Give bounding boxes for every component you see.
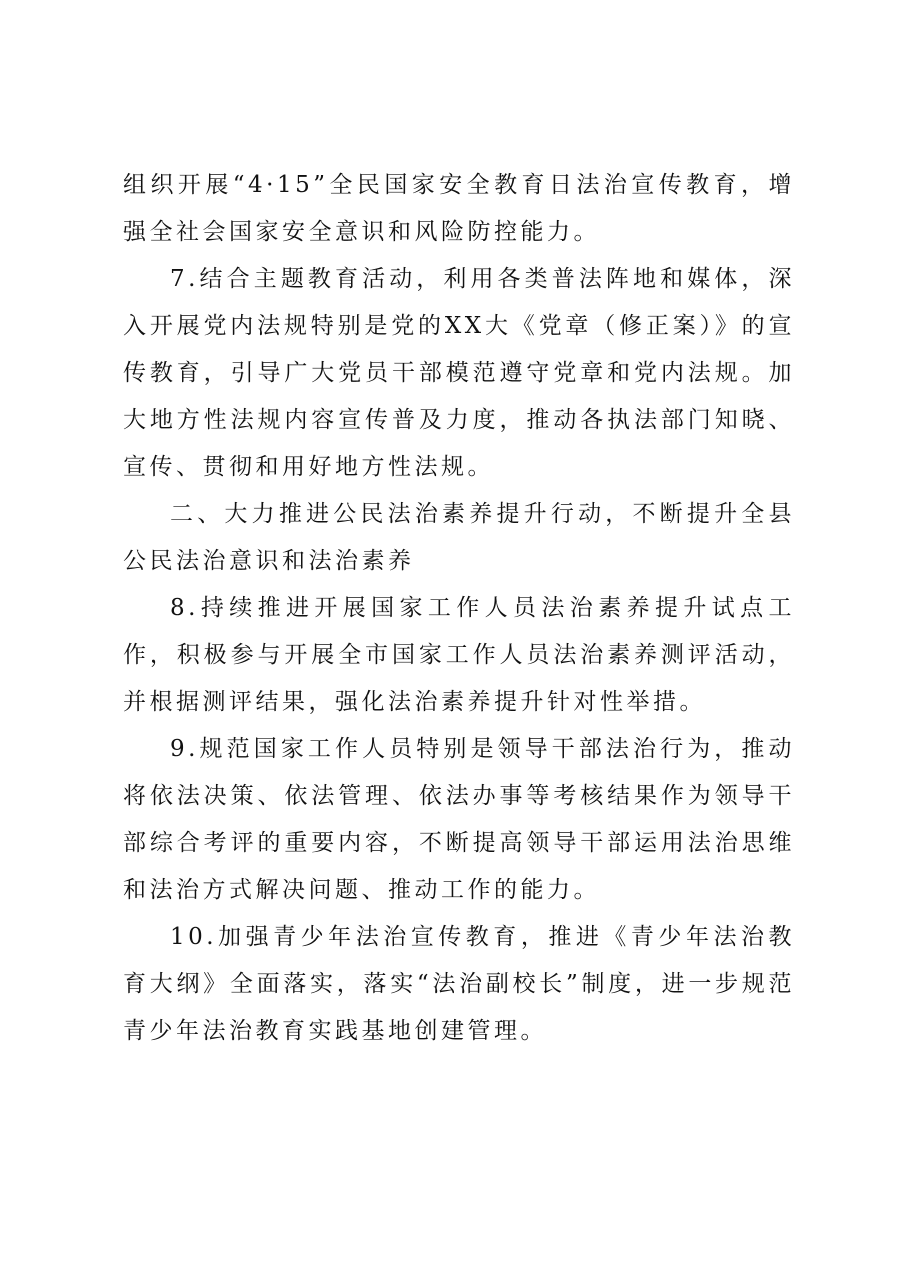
paragraph-item-9: 9.规范国家工作人员特别是领导干部法治行为，推动将依法决策、依法管理、依法办事等考核结果作为领导干部综合考评的重要内容，不断提高领导干部运用法治思维和法治方式解决问题、推动工作的能力。 [123, 736, 795, 903]
paragraph-item-7: 7.结合主题教育活动，利用各类普法阵地和媒体，深入开展党内法规特别是党的XX大《党章（修正案）》的宣传教育，引导广大党员干部模范遵守党章和党内法规。加大地方性法规内容宣传普及力度，推动各执法部门知晓、宣传、贯彻和用好地方性法规。 [123, 266, 795, 480]
paragraph-continuation: 组织开展“4·15”全民国家安全教育日法治宣传教育，增强全社会国家安全意识和风险防控能力。 [123, 172, 795, 245]
document-body [123, 162, 795, 1055]
paragraph-item-8: 8.持续推进开展国家工作人员法治素养提升试点工作，积极参与开展全市国家工作人员法治素养测评活动，并根据测评结果，强化法治素养提升针对性举措。 [123, 595, 795, 715]
paragraph-item-10: 10.加强青少年法治宣传教育，推进《青少年法治教育大纲》全面落实，落实“法治副校长”制度，进一步规范青少年法治教育实践基地创建管理。 [123, 924, 795, 1044]
section-heading-2: 二、大力推进公民法治素养提升行动，不断提升全县公民法治意识和法治素养 [123, 501, 795, 574]
